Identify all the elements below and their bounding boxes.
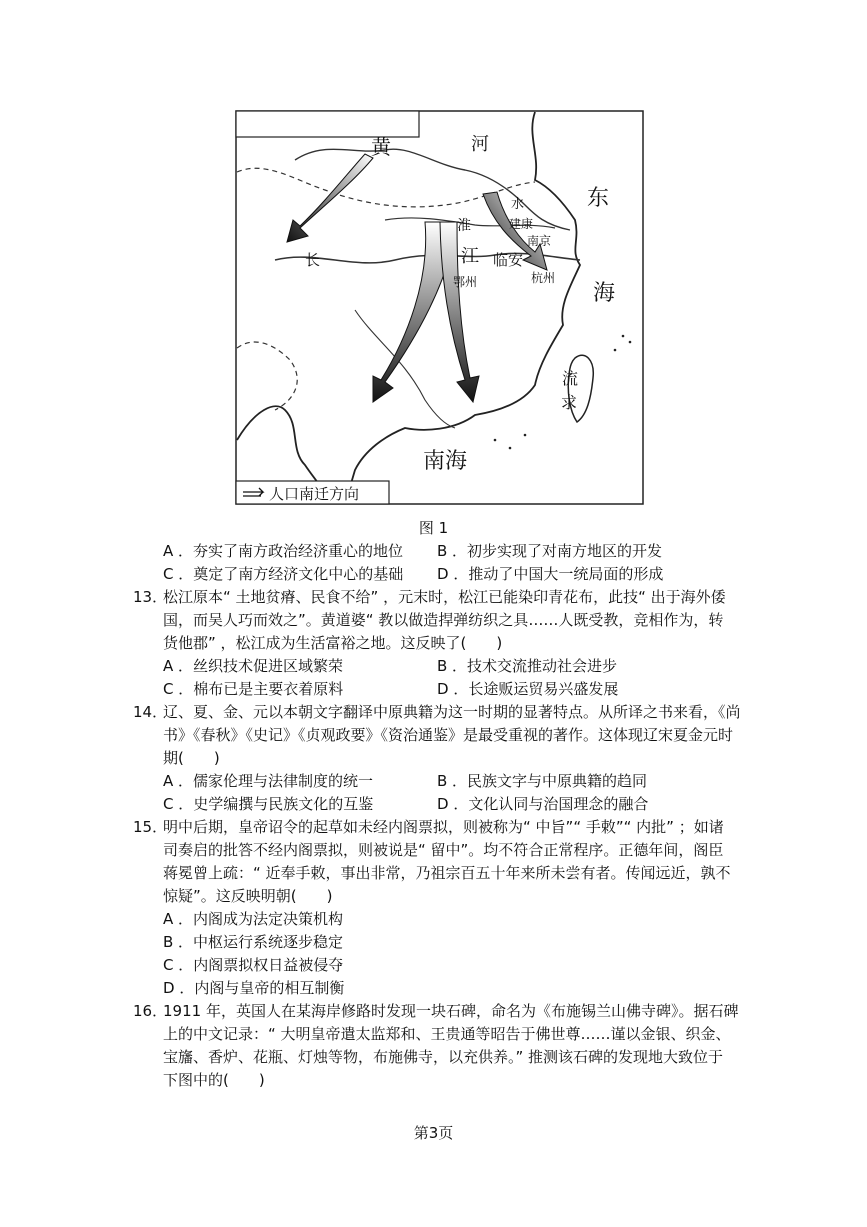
q13-line-3: 货他郡” ，松江成为生活富裕之地。这反映了( ) [163, 634, 503, 652]
label-ezhou: 鄂州 [453, 275, 478, 289]
q13-option-d[interactable]: D ．长途贩运贸易兴盛发展 [437, 680, 619, 698]
label-jiankang: 建康 [509, 217, 534, 231]
q12-option-b[interactable]: B ．初步实现了对南方地区的开发 [437, 542, 663, 560]
q13-line-2: 国，而吴人巧而效之”。黄道婆“ 教以做造捍弹纺织之具……人既受教，竞相作为，转 [163, 611, 724, 629]
q16-line-1: 1911 年，英国人在某海岸修路时发现一块石碑，命名为《布施锡兰山佛寺碑》。据石碑 [163, 1002, 739, 1020]
label-huai: 淮 [457, 218, 471, 234]
label-hangzhou: 杭州 [531, 271, 556, 285]
q12-option-a[interactable]: A ．夯实了南方政治经济重心的地位 [163, 542, 404, 560]
page-number: 第3页 [413, 1124, 454, 1142]
q15-line-3: 蒋冕曾上疏：“ 近奉手敕，事出非常，乃祖宗百五十年来所未尝有者。传闻远近，孰不 [163, 864, 731, 882]
label-linan: 临安 [493, 251, 524, 269]
q13-number: 13． [133, 588, 168, 606]
q15-option-a[interactable]: A ．内阁成为法定决策机构 [163, 910, 344, 928]
q14-line-3: 期( ) [163, 749, 220, 767]
figure-caption: 图 1 [418, 519, 449, 537]
q12-option-d[interactable]: D ．推动了中国大一统局面的形成 [437, 565, 664, 583]
population-migration-map [235, 110, 644, 505]
label-dong: 东 [587, 186, 610, 211]
map-frame [236, 111, 643, 504]
q14-option-d[interactable]: D ．文化认同与治国理念的融合 [437, 795, 649, 813]
q15-option-c[interactable]: C ．内阁票拟权日益被侵夺 [163, 956, 344, 974]
label-chang: 长 [305, 251, 321, 269]
label-nanjing: 南京 [527, 234, 552, 248]
label-liu: 流 [562, 369, 579, 388]
q16-number: 16． [133, 1002, 168, 1020]
map-title-box [236, 111, 419, 137]
q16-line-3: 宝旛、香炉、花瓶、灯烛等物，布施佛寺，以充供养。” 推测该石碑的发现地大致位于 [163, 1048, 724, 1066]
q13-option-c[interactable]: C ．棉布已是主要衣着原料 [163, 680, 344, 698]
label-jiang: 江 [461, 246, 479, 267]
q15-line-4: 惊疑”。这反映明朝( ) [163, 887, 333, 905]
legend-label: 人口南迁方向 [269, 485, 360, 503]
q14-option-b[interactable]: B ．民族文字与中原典籍的趋同 [437, 772, 648, 790]
q13-option-b[interactable]: B ．技术交流推动社会进步 [437, 657, 618, 675]
q13-option-a[interactable]: A ．丝织技术促进区域繁荣 [163, 657, 344, 675]
q13-line-1: 松江原本“ 土地贫瘠、民食不给” ，元末时，松江已能染印青花布，此技“ 出于海外倭 [163, 588, 726, 606]
q15-option-b[interactable]: B ．中枢运行系统逐步稳定 [163, 933, 344, 951]
q15-option-d[interactable]: D ．内阁与皇帝的相互制衡 [163, 979, 345, 997]
q14-option-a[interactable]: A ．儒家伦理与法律制度的统一 [163, 772, 374, 790]
q12-option-c[interactable]: C ．奠定了南方经济文化中心的基础 [163, 565, 404, 583]
label-shui: 水 [511, 197, 525, 212]
q15-number: 15． [133, 818, 168, 836]
q15-line-2: 司奏启的批答不经内阁票拟，则被说是“ 留中”。均不符合正常程序。正德年间，阁臣 [163, 841, 724, 859]
label-hai: 海 [593, 281, 616, 306]
q14-option-c[interactable]: C ．史学编撰与民族文化的互鉴 [163, 795, 374, 813]
label-nanhai: 南海 [423, 449, 468, 474]
q15-line-1: 明中后期，皇帝诏令的起草如未经内阁票拟，则被称为“ 中旨”“ 手敕”“ 内批” ；如诸 [163, 818, 724, 836]
label-huang: 黄 [371, 135, 391, 159]
q16-line-4: 下图中的( ) [163, 1071, 265, 1089]
label-qiu: 求 [561, 393, 578, 412]
q14-number: 14． [133, 703, 168, 721]
q16-line-2: 上的中文记录：“ 大明皇帝遣太监郑和、王贵通等昭告于佛世尊……谨以金银、织金、 [163, 1025, 731, 1043]
q14-line-1: 辽、夏、金、元以本朝文字翻译中原典籍为这一时期的显著特点。从所译之书来看，《尚 [163, 703, 741, 721]
label-he: 河 [471, 134, 489, 155]
q14-line-2: 书》《春秋》《史记》《贞观政要》《资治通鉴》是最受重视的著作。这体现辽宋夏金元时 [163, 726, 734, 744]
